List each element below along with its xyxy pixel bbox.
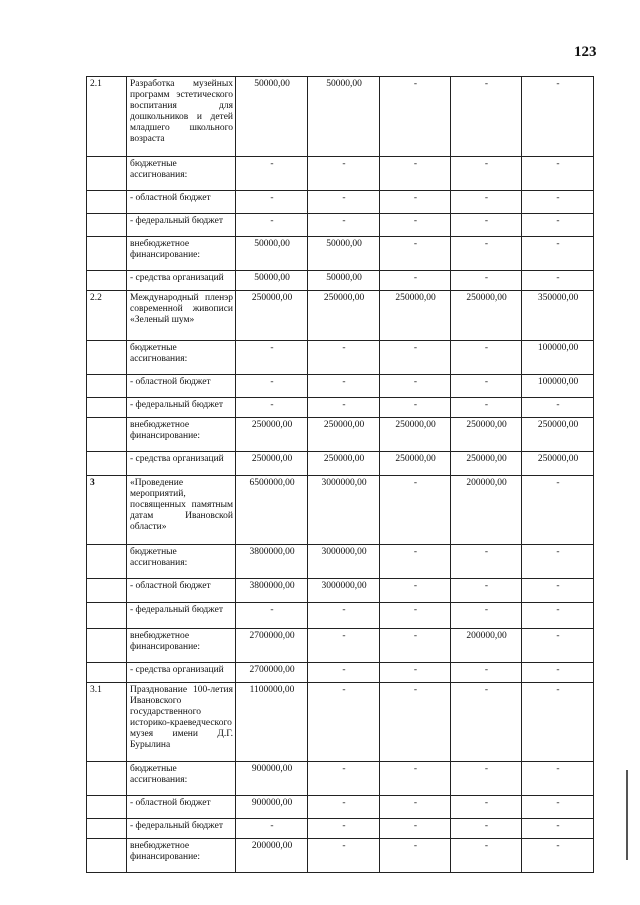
row-index [87, 398, 127, 418]
amount-cell: 250000,00 [236, 291, 308, 341]
row-index [87, 579, 127, 603]
amount-cell: 250000,00 [236, 452, 308, 476]
amount-cell: 250000,00 [522, 418, 594, 452]
table-row [87, 663, 594, 683]
row-index [87, 663, 127, 683]
amount-cell: - [451, 545, 522, 579]
amount-cell: - [522, 839, 594, 873]
amount-cell: 50000,00 [308, 271, 380, 291]
row-index [87, 629, 127, 663]
amount-cell: 3800000,00 [236, 545, 308, 579]
amount-cell: - [522, 77, 594, 157]
amount-cell: - [380, 77, 451, 157]
amount-cell: - [380, 579, 451, 603]
amount-cell: 3800000,00 [236, 579, 308, 603]
amount-cell: - [380, 157, 451, 191]
table-row [87, 214, 594, 237]
amount-cell: - [380, 762, 451, 796]
amount-cell: - [380, 191, 451, 214]
row-description: Разработка музейных программ эстетического воспитания для дошкольников и детей младшего школьного возраста [127, 77, 236, 157]
amount-cell: - [451, 375, 522, 398]
row-index [87, 603, 127, 629]
amount-cell: - [522, 476, 594, 545]
row-description: Празднование 100-летия Ивановского государственного историко-краеведческого музея имени Д.Г. Бурылина [127, 683, 236, 762]
amount-cell: - [308, 663, 380, 683]
amount-cell: - [308, 157, 380, 191]
amount-cell: - [451, 237, 522, 271]
amount-cell: - [522, 398, 594, 418]
amount-cell: - [380, 271, 451, 291]
amount-cell: 250000,00 [308, 291, 380, 341]
amount-cell: - [380, 398, 451, 418]
row-index: 2.2 [87, 291, 127, 341]
amount-cell: 250000,00 [236, 418, 308, 452]
scan-edge-mark [626, 770, 628, 860]
row-description: бюджетные ассигнования: [127, 762, 236, 796]
amount-cell: - [308, 839, 380, 873]
table-row [87, 819, 594, 839]
amount-cell: - [522, 191, 594, 214]
row-description: внебюджетное финансирование: [127, 237, 236, 271]
amount-cell: 2700000,00 [236, 663, 308, 683]
amount-cell: - [522, 629, 594, 663]
amount-cell: - [522, 214, 594, 237]
row-description: внебюджетное финансирование: [127, 418, 236, 452]
row-description: - областной бюджет [127, 796, 236, 819]
amount-cell: - [380, 819, 451, 839]
amount-cell: - [380, 341, 451, 375]
row-index [87, 452, 127, 476]
row-description: бюджетные ассигнования: [127, 341, 236, 375]
amount-cell: - [522, 819, 594, 839]
row-index [87, 545, 127, 579]
table-row [87, 476, 594, 545]
amount-cell: - [236, 191, 308, 214]
amount-cell: - [451, 271, 522, 291]
amount-cell: 50000,00 [308, 237, 380, 271]
amount-cell: - [451, 839, 522, 873]
amount-cell: 50000,00 [236, 237, 308, 271]
amount-cell: - [451, 762, 522, 796]
amount-cell: 50000,00 [236, 77, 308, 157]
table-row [87, 603, 594, 629]
amount-cell: 3000000,00 [308, 476, 380, 545]
amount-cell: - [308, 398, 380, 418]
amount-cell: 100000,00 [522, 341, 594, 375]
table-row [87, 839, 594, 873]
row-description: - федеральный бюджет [127, 603, 236, 629]
amount-cell: - [451, 683, 522, 762]
amount-cell: 200000,00 [451, 476, 522, 545]
amount-cell: - [522, 271, 594, 291]
amount-cell: - [308, 191, 380, 214]
amount-cell: - [522, 796, 594, 819]
amount-cell: - [451, 579, 522, 603]
amount-cell: - [451, 663, 522, 683]
amount-cell: 250000,00 [451, 452, 522, 476]
amount-cell: - [308, 683, 380, 762]
row-index [87, 819, 127, 839]
row-description: - областной бюджет [127, 579, 236, 603]
table-row [87, 418, 594, 452]
amount-cell: - [380, 375, 451, 398]
financing-table-body [87, 77, 594, 873]
table-row [87, 271, 594, 291]
row-description: - средства организаций [127, 663, 236, 683]
amount-cell: - [451, 398, 522, 418]
row-description: бюджетные ассигнования: [127, 545, 236, 579]
amount-cell: - [380, 603, 451, 629]
table-row [87, 629, 594, 663]
amount-cell: - [308, 214, 380, 237]
amount-cell: - [451, 191, 522, 214]
amount-cell: - [236, 157, 308, 191]
table-row [87, 452, 594, 476]
amount-cell: 200000,00 [236, 839, 308, 873]
amount-cell: - [380, 796, 451, 819]
table-row [87, 237, 594, 271]
amount-cell: - [380, 683, 451, 762]
row-description: - областной бюджет [127, 191, 236, 214]
row-index [87, 796, 127, 819]
amount-cell: - [522, 545, 594, 579]
amount-cell: 250000,00 [380, 418, 451, 452]
amount-cell: - [236, 341, 308, 375]
amount-cell: - [380, 839, 451, 873]
amount-cell: - [451, 796, 522, 819]
amount-cell: - [308, 375, 380, 398]
amount-cell: - [380, 476, 451, 545]
amount-cell: 100000,00 [522, 375, 594, 398]
amount-cell: - [308, 603, 380, 629]
amount-cell: 900000,00 [236, 796, 308, 819]
row-index [87, 271, 127, 291]
amount-cell: 250000,00 [308, 452, 380, 476]
amount-cell: - [451, 603, 522, 629]
row-index [87, 214, 127, 237]
amount-cell: - [451, 819, 522, 839]
amount-cell: 1100000,00 [236, 683, 308, 762]
amount-cell: 250000,00 [380, 452, 451, 476]
amount-cell: 900000,00 [236, 762, 308, 796]
row-index [87, 375, 127, 398]
row-description: - средства организаций [127, 271, 236, 291]
row-description: - федеральный бюджет [127, 819, 236, 839]
amount-cell: 250000,00 [522, 452, 594, 476]
amount-cell: - [522, 603, 594, 629]
amount-cell: 250000,00 [308, 418, 380, 452]
table-row [87, 545, 594, 579]
amount-cell: - [380, 214, 451, 237]
row-description: - областной бюджет [127, 375, 236, 398]
amount-cell: - [380, 663, 451, 683]
amount-cell: 3000000,00 [308, 579, 380, 603]
table-row [87, 341, 594, 375]
row-index [87, 418, 127, 452]
row-description: - федеральный бюджет [127, 398, 236, 418]
amount-cell: - [236, 603, 308, 629]
row-index: 2.1 [87, 77, 127, 157]
amount-cell: 6500000,00 [236, 476, 308, 545]
table-row [87, 579, 594, 603]
amount-cell: - [308, 629, 380, 663]
amount-cell: - [308, 341, 380, 375]
row-description: внебюджетное финансирование: [127, 839, 236, 873]
amount-cell: 250000,00 [451, 291, 522, 341]
amount-cell: 250000,00 [451, 418, 522, 452]
amount-cell: - [451, 157, 522, 191]
table-row [87, 398, 594, 418]
row-index [87, 762, 127, 796]
amount-cell: - [522, 663, 594, 683]
row-index: 3 [87, 476, 127, 545]
row-index: 3.1 [87, 683, 127, 762]
row-description: бюджетные ассигнования: [127, 157, 236, 191]
table-row [87, 796, 594, 819]
amount-cell: - [380, 629, 451, 663]
row-description: Международный пленэр современной живописи «Зеленый шум» [127, 291, 236, 341]
amount-cell: 3000000,00 [308, 545, 380, 579]
table-row [87, 762, 594, 796]
table-row [87, 191, 594, 214]
row-description: «Проведение мероприятий, посвященных памятным датам Ивановской области» [127, 476, 236, 545]
row-description: - средства организаций [127, 452, 236, 476]
row-index [87, 191, 127, 214]
amount-cell: - [236, 375, 308, 398]
amount-cell: 250000,00 [380, 291, 451, 341]
amount-cell: - [308, 762, 380, 796]
row-index [87, 839, 127, 873]
amount-cell: - [522, 579, 594, 603]
amount-cell: - [236, 398, 308, 418]
amount-cell: - [380, 237, 451, 271]
table-row [87, 683, 594, 762]
table-row [87, 157, 594, 191]
amount-cell: 50000,00 [308, 77, 380, 157]
amount-cell: - [308, 819, 380, 839]
amount-cell: - [451, 77, 522, 157]
table-row [87, 375, 594, 398]
table-row [87, 77, 594, 157]
amount-cell: 2700000,00 [236, 629, 308, 663]
amount-cell: 200000,00 [451, 629, 522, 663]
row-index [87, 237, 127, 271]
amount-cell: - [236, 214, 308, 237]
table-row [87, 291, 594, 341]
amount-cell: - [308, 796, 380, 819]
page-number: 123 [574, 44, 597, 60]
amount-cell: - [522, 762, 594, 796]
amount-cell: 50000,00 [236, 271, 308, 291]
amount-cell: 350000,00 [522, 291, 594, 341]
amount-cell: - [522, 237, 594, 271]
amount-cell: - [380, 545, 451, 579]
financing-table [86, 76, 594, 873]
row-description: - федеральный бюджет [127, 214, 236, 237]
row-description: внебюджетное финансирование: [127, 629, 236, 663]
amount-cell: - [236, 819, 308, 839]
amount-cell: - [451, 214, 522, 237]
amount-cell: - [522, 683, 594, 762]
row-index [87, 341, 127, 375]
amount-cell: - [522, 157, 594, 191]
amount-cell: - [451, 341, 522, 375]
row-index [87, 157, 127, 191]
